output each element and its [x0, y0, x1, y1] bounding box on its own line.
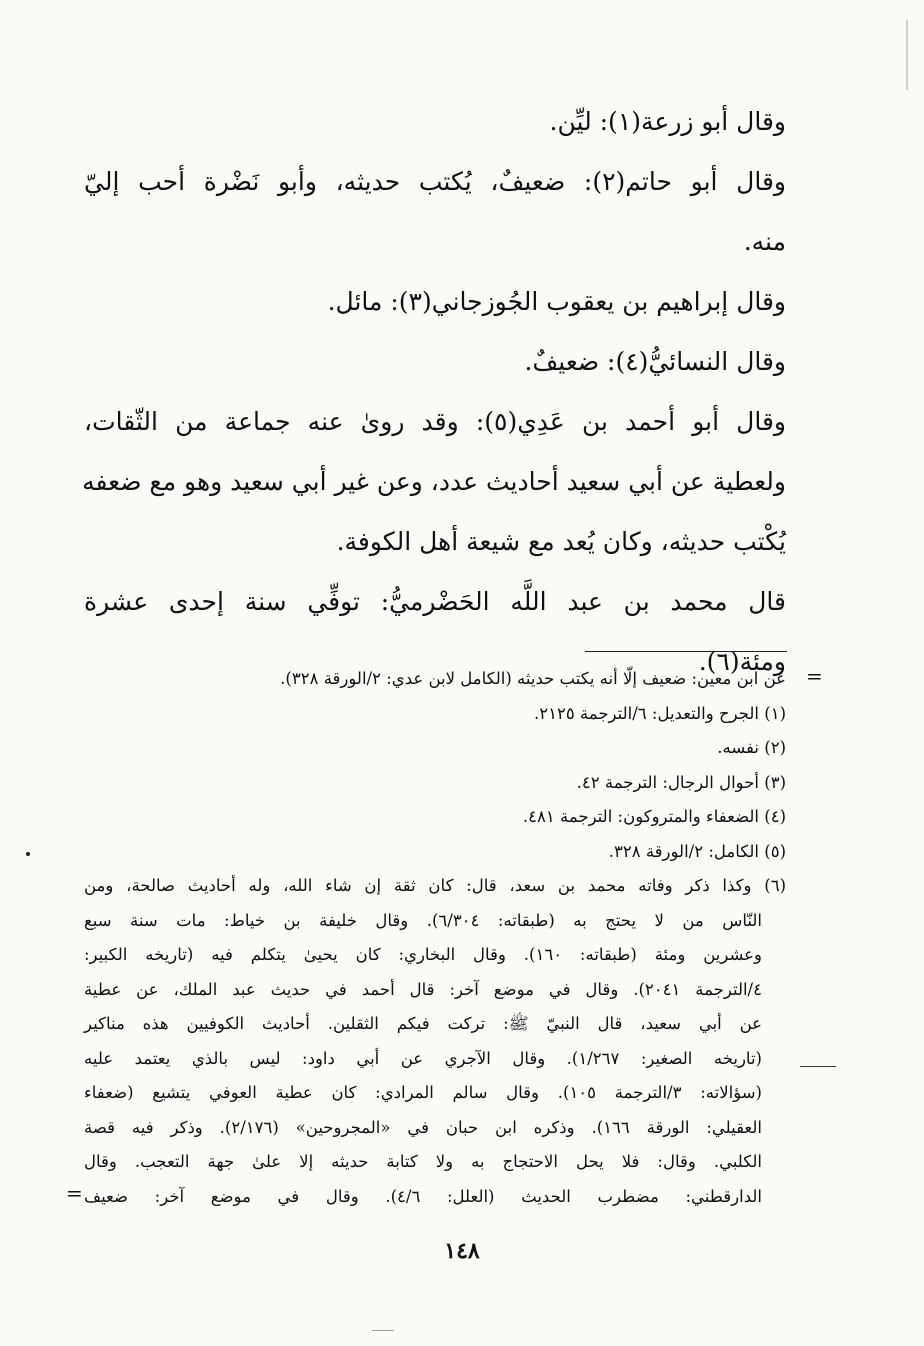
footnote-line: النّاس من لا يحتج به (طبقاته: ٦/٣٠٤). وقال خليفة بن خياط: مات سنة سبع — [84, 910, 762, 930]
footnote-line: (سؤالاته: ٣/الترجمة ١٠٥). وقال سالم المرادي: كان عطية العوفي يتشيع (ضعفاء — [84, 1083, 762, 1102]
footnote-line: العقيلي: الورقة ١٦٦). وذكره ابن حبان في «المجروحين» (٢/١٧٦). وذكر فيه قصة — [84, 1117, 763, 1137]
body-line: وقال النسائيُّ(٤): ضعيفٌ. — [524, 347, 786, 376]
body-line: ولعطية عن أبي سعيد أحاديث عدد، وعن غير أبي سعيد وهو مع ضعفه — [82, 467, 786, 496]
margin-stroke — [800, 1066, 836, 1067]
footnote-line: (تاريخه الصغير: ١/٢٦٧). وقال الآجري عن أبي داود: ليس بالذي يعتمد عليه — [84, 1048, 762, 1068]
body-line: وقال أبو زرعة(١): ليِّن. — [549, 107, 786, 136]
footnote-line: (٤) الضعفاء والمتروكون: الترجمة ٤٨١. — [522, 807, 786, 826]
footnote-line: (٥) الكامل: ٢/الورقة ٣٢٨. — [608, 841, 786, 861]
footnote-line: (٦) وكذا ذكر وفاته محمد بن سعد، قال: كان ثقة إن شاء الله، وله أحاديث صالحة، ومن — [84, 876, 786, 895]
continuation-mark-top: = — [806, 664, 823, 688]
main-text — [84, 92, 786, 692]
margin-dot — [26, 852, 30, 856]
body-line: يُكْتب حديثه، وكان يُعد مع شيعة أهل الكوفة. — [336, 527, 786, 556]
body-line: وقال إبراهيم بن يعقوب الجُوزجاني(٣): مائل. — [327, 287, 786, 316]
scan-edge-mark — [906, 20, 908, 90]
footnote-line: (٢) نفسه. — [717, 738, 786, 757]
footnote-line: وعشرين ومئة (طبقاته: ١٦٠). وقال البخاري: كان يحيىٰ يتكلم فيه (تاريخه الكبير: — [84, 945, 763, 964]
footnote-line: ٤/الترجمة ٢٠٤١). وقال في موضع آخر: قال أحمد في حديث عبد الملك، عن عطية — [84, 979, 762, 999]
scan-scratch — [372, 1330, 394, 1331]
footnote-separator — [585, 651, 787, 652]
page-number: ١٤٨ — [444, 1238, 480, 1264]
footnote-line: (١) الجرح والتعديل: ٦/الترجمة ٢١٢٥. — [533, 703, 786, 723]
footnotes — [84, 662, 786, 1214]
body-line: منه. — [743, 227, 786, 256]
body-line: وقال أبو حاتم(٢): ضعيفٌ، يُكتب حديثه، وأبو نَضْرة أحب إليّ — [84, 167, 786, 196]
footnote-line: عن ابن معين: ضعيف إلّا أنه يكتب حديثه (الكامل لابن عدي: ٢/الورقة ٣٢٨). — [280, 669, 786, 688]
footnote-line: الدارقطني: مضطرب الحديث (العلل: ٤/٦). وقال في موضع آخر: ضعيف — [84, 1186, 762, 1206]
footnote-line: (٣) أحوال الرجال: الترجمة ٤٢. — [576, 772, 786, 792]
body-line: ومئة(٦). — [698, 647, 786, 676]
footnote-line: الكلبي. وقال: فلا يحل الاحتجاج به ولا كتابة حديثه إلا علىٰ جهة التعجب. وقال — [84, 1152, 762, 1171]
body-line: قال محمد بن عبد اللَّه الحَضْرميُّ: توفِّي سنة إحدى عشرة — [84, 587, 786, 616]
footnote-line: عن أبي سعيد، قال النبيّ ﷺ: تركت فيكم الثقلين. أحاديث الكوفيين هذه مناكير — [84, 1014, 762, 1033]
body-line: وقال أبو أحمد بن عَدِي(٥): وقد روىٰ عنه جماعة من الثّقات، — [84, 407, 786, 436]
continuation-mark-bottom: = — [66, 1181, 83, 1205]
